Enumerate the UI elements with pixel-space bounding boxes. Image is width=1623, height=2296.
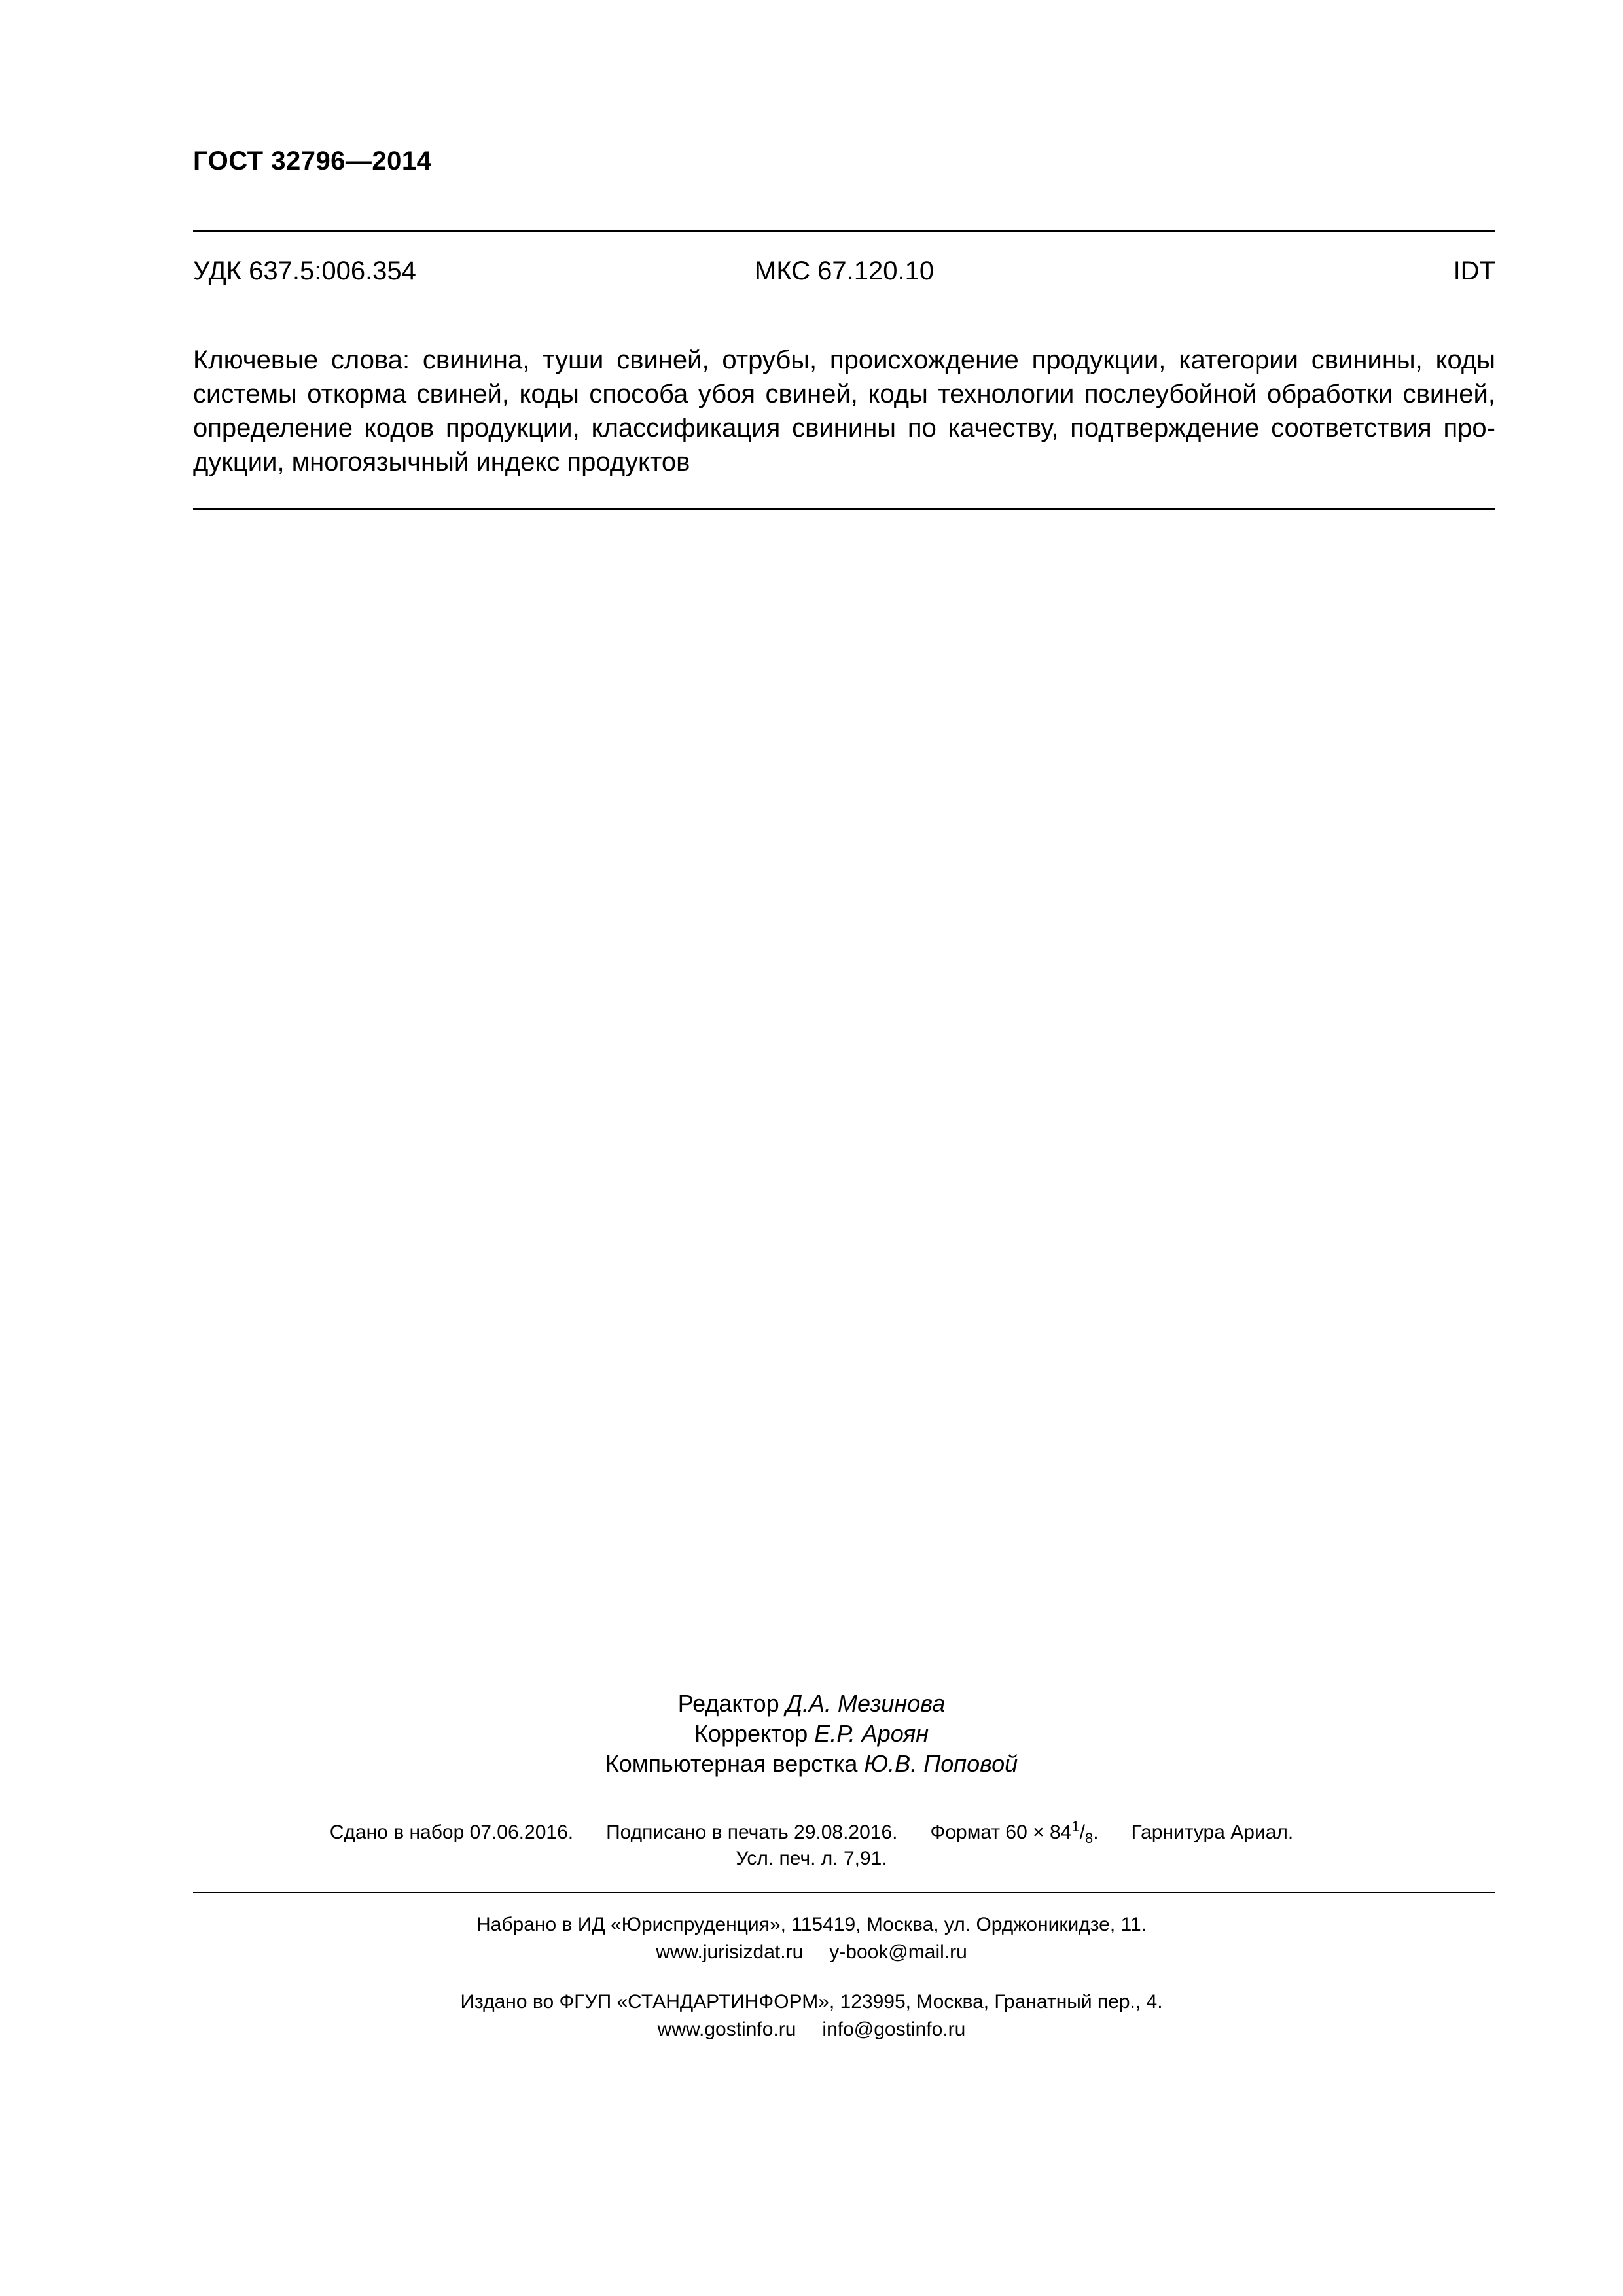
classification-row — [193, 257, 1495, 293]
layout-label: Компьютерная верстка — [605, 1750, 858, 1777]
signed-date: Подписано в печать 29.08.2016. — [606, 1821, 898, 1843]
typeset-site-link: www.jurisizdat.ru — [656, 1941, 804, 1963]
published-site-link: www.gostinfo.ru — [657, 2018, 796, 2040]
divider-top — [193, 230, 1495, 232]
typeface: Гарнитура Ариал. — [1131, 1821, 1294, 1843]
standard-id: ГОСТ 32796—2014 — [193, 147, 432, 175]
editor-line — [0, 1689, 1623, 1719]
credits-block — [0, 1689, 1623, 1779]
layout-line — [0, 1749, 1623, 1779]
mks-code: МКС 67.120.10 — [755, 257, 935, 285]
published-email-link: info@gostinfo.ru — [822, 2018, 966, 2040]
submitted-date: Сдано в набор 07.06.2016. — [329, 1821, 574, 1843]
divider-bottom — [193, 1892, 1495, 1893]
corrector-name: Е.Р. Ароян — [814, 1720, 929, 1747]
typeset-by: Набрано в ИД «Юриспруденция», 115419, Москва, ул. Орджоникидзе, 11. — [476, 1914, 1147, 1935]
degree-code: IDT — [1453, 257, 1495, 285]
typeset-email-link: y-book@mail.ru — [829, 1941, 967, 1963]
udk-code: УДК 637.5:006.354 — [193, 257, 416, 285]
typeset-contacts — [0, 1939, 1623, 1966]
corrector-label: Корректор — [694, 1720, 808, 1747]
keywords-text: Ключевые слова: свинина, туши свиней, отрубы, происхождение продукции, категории свинины, коды системы откорма свиней, коды способа убоя свиней, коды технологии послеубойной обработки свиней, определение кодов продукции, классификация свинины по качеству, подтверждение соответствия продукции, многоязычный индекс продуктов — [193, 346, 1495, 476]
imprint-line-1 — [0, 1820, 1623, 1846]
print-sheets: Усл. печ. л. 7,91. — [736, 1848, 887, 1869]
paper-format: Формат $60 \times 84^1/_8$. — [930, 1818, 1099, 1846]
divider-keywords — [193, 508, 1495, 510]
imprint-block — [0, 1820, 1623, 1872]
published-by: Издано во ФГУП «СТАНДАРТИНФОРМ», 123995, Москва, Гранатный пер., 4. — [460, 1991, 1163, 2013]
published-contacts — [0, 2016, 1623, 2043]
editor-label: Редактор — [677, 1690, 779, 1717]
corrector-line — [0, 1719, 1623, 1749]
typesetter-block — [0, 1911, 1623, 1966]
publisher-block — [0, 1988, 1623, 2043]
layout-name: Ю.В. Поповой — [864, 1750, 1018, 1777]
editor-name: Д.А. Мезинова — [785, 1690, 946, 1717]
